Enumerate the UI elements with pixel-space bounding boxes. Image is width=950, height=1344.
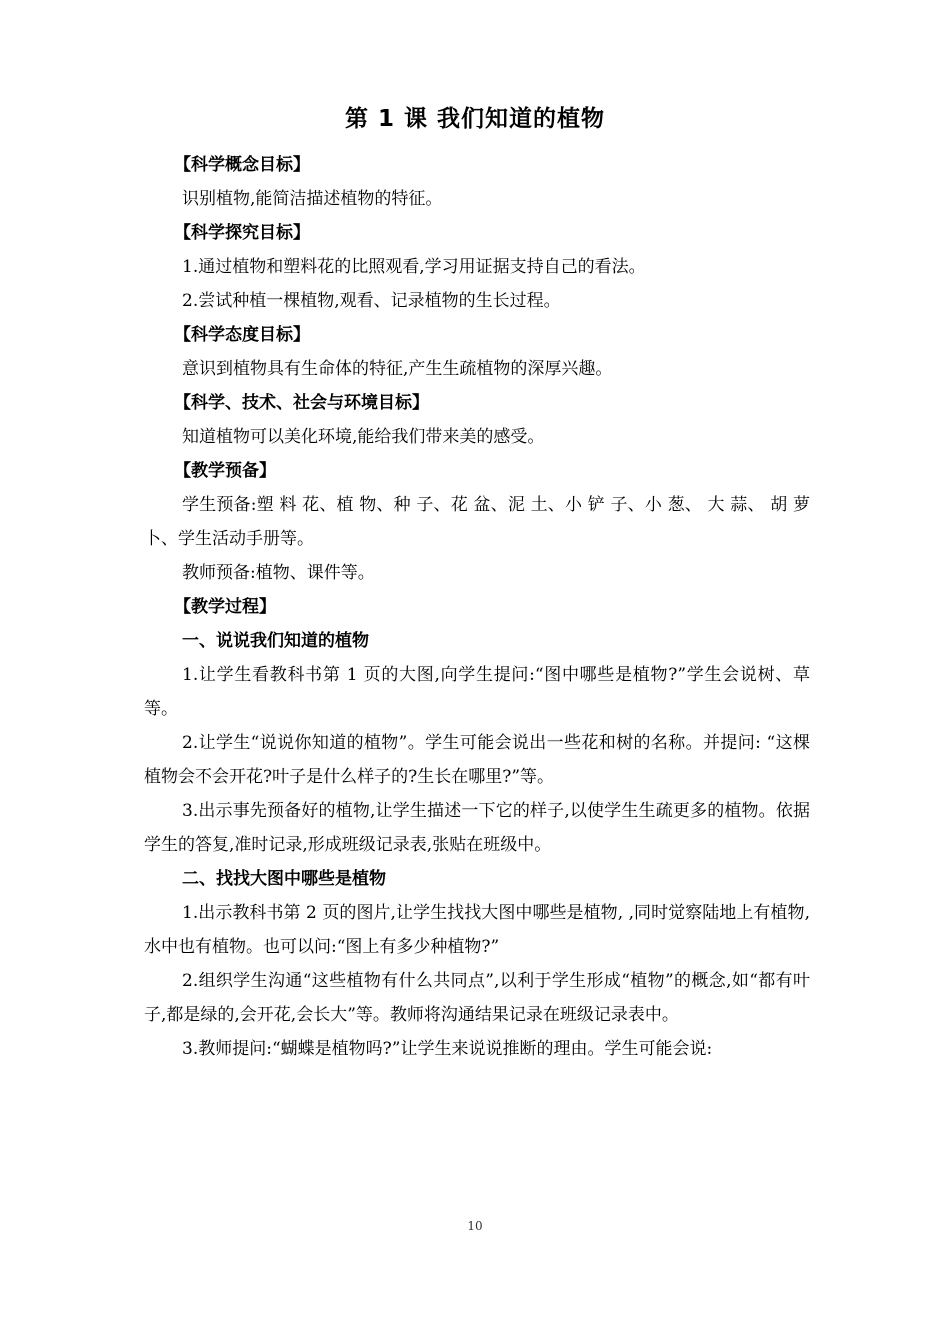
paragraph-attitude: 意识到植物具有生命体的特征,产生生疏植物的深厚兴趣。 <box>182 359 613 379</box>
paragraph-inquiry-2: 2.尝试种植一棵植物,观看、记录植物的生长过程。 <box>182 291 561 311</box>
document-body <box>144 148 810 1066</box>
paragraph-part2-2: 2.组织学生沟通“这些植物有什么共同点”,以利于学生形成“植物”的概念,如“都有叶子,都是绿的,会开花,会长大”等。教师将沟通结果记录在班级记录表中。 <box>144 971 810 1025</box>
paragraph-prep-teacher: 教师预备:植物、课件等。 <box>182 563 375 583</box>
heading-part-1: 一、说说我们知道的植物 <box>182 631 369 651</box>
paragraph-part1-1: 1.让学生看教科书第 1 页的大图,向学生提问:“图中哪些是植物?”学生会说树、草等。 <box>144 665 810 719</box>
heading-sts: 【科学、技术、社会与环境目标】 <box>174 393 429 413</box>
paragraph-part2-1: 1.出示教科书第 2 页的图片,让学生找找大图中哪些是植物, ,同时觉察陆地上有植物,水中也有植物。也可以问:“图上有多少种植物?” <box>144 903 810 957</box>
paragraph-prep-student: 学生预备:塑 料 花、植 物、种 子、花 盆、泥 土、小 铲 子、小 葱、 大 蒜、 胡 萝 卜、学生活动手册等。 <box>144 495 810 549</box>
paragraph-part1-3: 3.出示事先预备好的植物,让学生描述一下它的样子,以使学生生疏更多的植物。依据学生的答复,准时记录,形成班级记录表,张贴在班级中。 <box>144 801 810 855</box>
page-title: 第 1 课 我们知道的植物 <box>344 106 606 132</box>
page-number: 10 <box>467 1219 483 1233</box>
paragraph-concept: 识别植物,能简洁描述植物的特征。 <box>182 189 443 209</box>
heading-process: 【教学过程】 <box>174 597 276 617</box>
paragraph-inquiry-1: 1.通过植物和塑料花的比照观看,学习用证据支持自己的看法。 <box>182 257 646 277</box>
heading-part-2: 二、找找大图中哪些是植物 <box>182 869 386 889</box>
paragraph-part1-2: 2.让学生“说说你知道的植物”。学生可能会说出一些花和树的名称。并提问: “这棵植物会不会开花?叶子是什么样子的?生长在哪里?”等。 <box>144 733 810 787</box>
paragraph-part2-3: 3.教师提问:“蝴蝶是植物吗?”让学生来说说推断的理由。学生可能会说: <box>182 1039 713 1059</box>
heading-prep: 【教学预备】 <box>174 461 276 481</box>
heading-inquiry: 【科学探究目标】 <box>174 223 310 243</box>
heading-attitude: 【科学态度目标】 <box>174 325 310 345</box>
heading-concept: 【科学概念目标】 <box>174 155 310 175</box>
paragraph-sts: 知道植物可以美化环境,能给我们带来美的感受。 <box>182 427 545 447</box>
